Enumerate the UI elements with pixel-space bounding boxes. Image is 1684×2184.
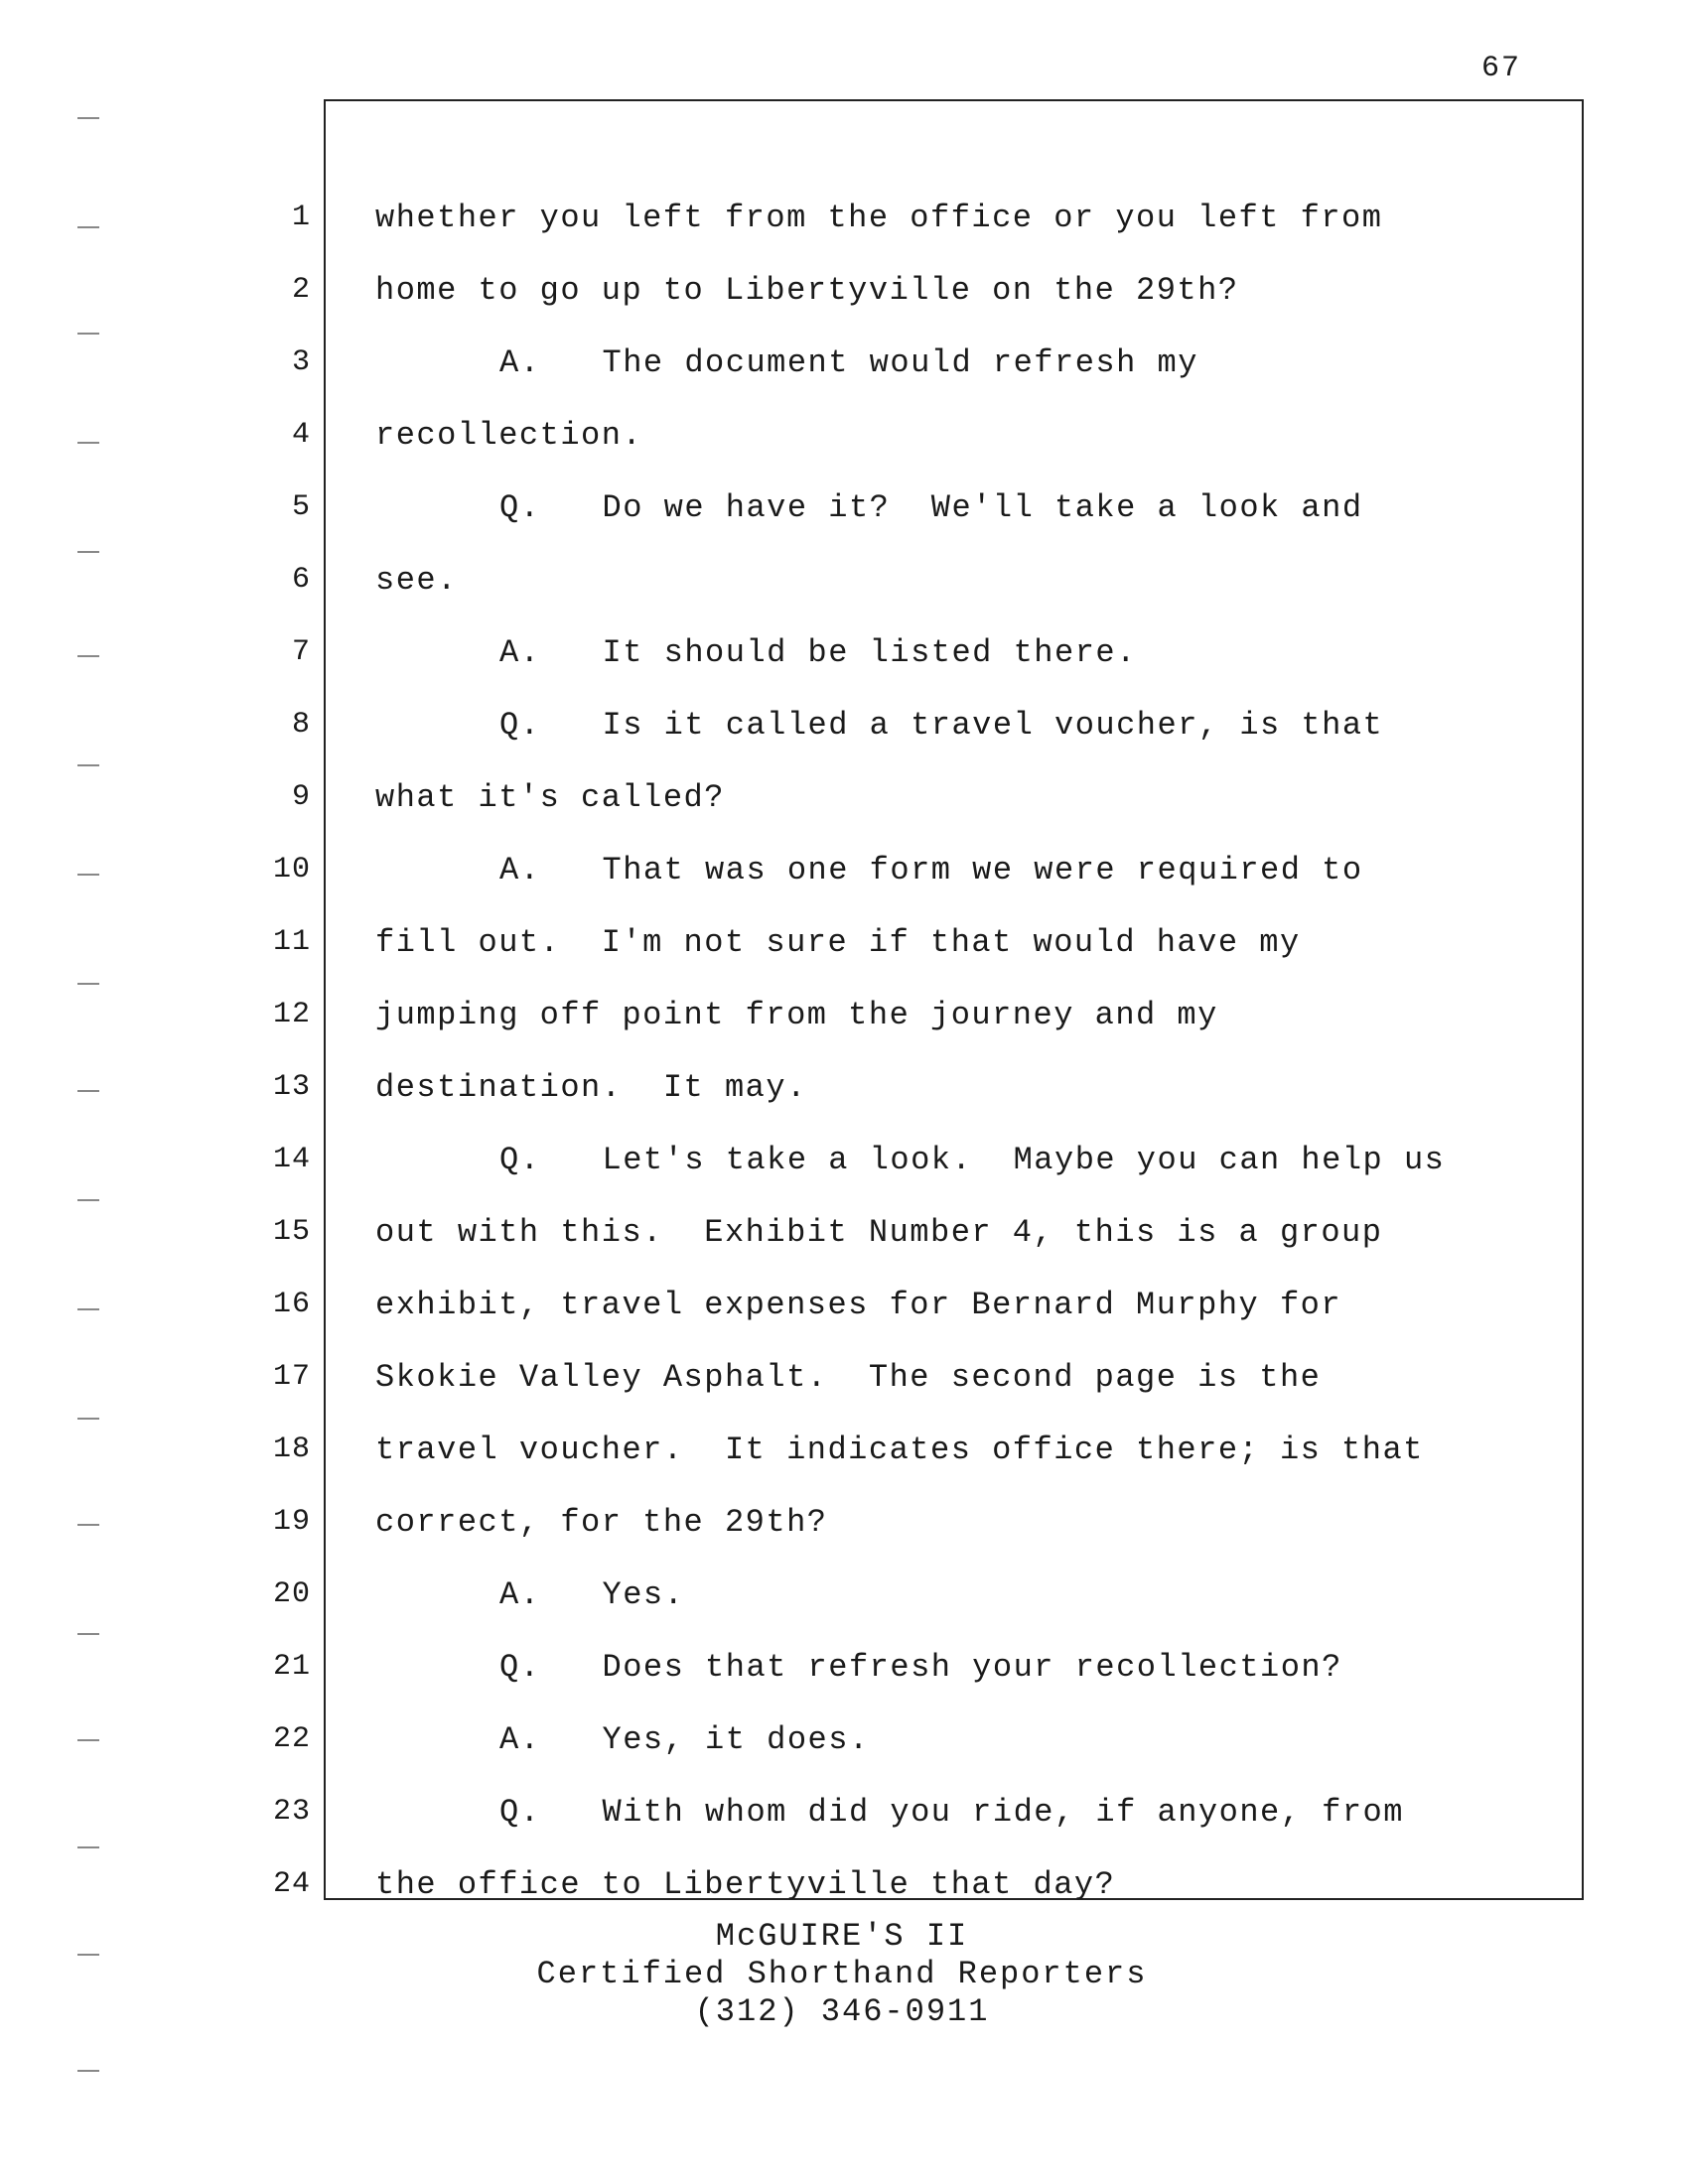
line-text: Q. Let's take a look. Maybe you can help us <box>499 1142 1446 1178</box>
line-text: Q. Is it called a travel voucher, is that <box>499 707 1384 744</box>
line-text: travel voucher. It indicates office there; is that <box>375 1432 1424 1468</box>
line-text: destination. It may. <box>375 1069 807 1106</box>
line-text: correct, for the 29th? <box>375 1504 828 1541</box>
line-number: 13 <box>272 1070 311 1104</box>
line-number: 10 <box>272 853 311 887</box>
line-text: what it's called? <box>375 779 725 816</box>
line-text: Skokie Valley Asphalt. The second page is the <box>375 1359 1322 1396</box>
line-number: 8 <box>291 708 311 742</box>
line-number: 14 <box>272 1143 311 1176</box>
line-text: Q. With whom did you ride, if anyone, from <box>499 1794 1404 1831</box>
footer-subtitle: Certified Shorthand Reporters <box>536 1956 1148 1992</box>
transcript-line <box>0 1776 1684 1848</box>
transcript-line <box>0 1196 1684 1269</box>
line-text: Q. Does that refresh your recollection? <box>499 1649 1342 1686</box>
line-number: 3 <box>291 345 311 379</box>
transcript-line <box>0 254 1684 327</box>
line-number: 15 <box>272 1215 311 1249</box>
transcript-line <box>0 979 1684 1051</box>
line-number: 12 <box>272 998 311 1031</box>
transcript-line <box>0 472 1684 544</box>
line-number: 22 <box>272 1722 311 1756</box>
line-number: 19 <box>272 1505 311 1539</box>
margin-tick <box>77 117 99 119</box>
transcript-line <box>0 1631 1684 1704</box>
line-text: A. The document would refresh my <box>499 344 1198 381</box>
footer <box>0 1918 1684 2031</box>
transcript-line <box>0 1704 1684 1776</box>
transcript-line <box>0 906 1684 979</box>
line-text: A. That was one form we were required to <box>499 852 1363 888</box>
page-number: 67 <box>1480 52 1521 85</box>
line-number: 6 <box>291 563 311 597</box>
transcript-line <box>0 1341 1684 1414</box>
transcript-line <box>0 1486 1684 1559</box>
line-number: 21 <box>272 1650 311 1684</box>
line-text: the office to Libertyville that day? <box>375 1866 1116 1903</box>
transcript-line <box>0 1414 1684 1486</box>
line-text: recollection. <box>375 417 643 454</box>
line-text: out with this. Exhibit Number 4, this is a group <box>375 1214 1383 1251</box>
line-text: Q. Do we have it? We'll take a look and <box>499 489 1363 526</box>
footer-company: McGUIRE'S II <box>715 1918 969 1955</box>
transcript-line <box>0 1559 1684 1631</box>
margin-tick <box>77 2070 99 2072</box>
line-text: exhibit, travel expenses for Bernard Murphy for <box>375 1287 1342 1323</box>
transcript-line <box>0 1848 1684 1921</box>
line-number: 20 <box>272 1577 311 1611</box>
line-text: fill out. I'm not sure if that would have my <box>375 924 1301 961</box>
line-text: A. Yes. <box>499 1576 685 1613</box>
line-number: 9 <box>291 780 311 814</box>
transcript-line <box>0 544 1684 616</box>
line-number: 7 <box>291 635 311 669</box>
transcript-line <box>0 399 1684 472</box>
line-number: 4 <box>291 418 311 452</box>
transcript-line <box>0 761 1684 834</box>
transcript-line <box>0 689 1684 761</box>
line-number: 1 <box>291 201 311 234</box>
line-text: jumping off point from the journey and my <box>375 997 1218 1033</box>
transcript-line <box>0 1051 1684 1124</box>
line-number: 16 <box>272 1288 311 1321</box>
transcript-line <box>0 327 1684 399</box>
line-text: whether you left from the office or you left from <box>375 200 1383 236</box>
line-number: 11 <box>272 925 311 959</box>
transcript-line <box>0 834 1684 906</box>
transcript-line <box>0 616 1684 689</box>
line-text: see. <box>375 562 458 599</box>
transcript-line <box>0 1124 1684 1196</box>
line-text: A. Yes, it does. <box>499 1721 870 1758</box>
line-number: 5 <box>291 490 311 524</box>
line-number: 17 <box>272 1360 311 1394</box>
line-number: 23 <box>272 1795 311 1829</box>
line-text: home to go up to Libertyville on the 29th? <box>375 272 1239 309</box>
line-number: 24 <box>272 1867 311 1901</box>
transcript-line <box>0 182 1684 254</box>
line-text: A. It should be listed there. <box>499 634 1137 671</box>
line-number: 18 <box>272 1433 311 1466</box>
transcript-line <box>0 1269 1684 1341</box>
line-number: 2 <box>291 273 311 307</box>
footer-phone: (312) 346-0911 <box>694 1993 990 2030</box>
